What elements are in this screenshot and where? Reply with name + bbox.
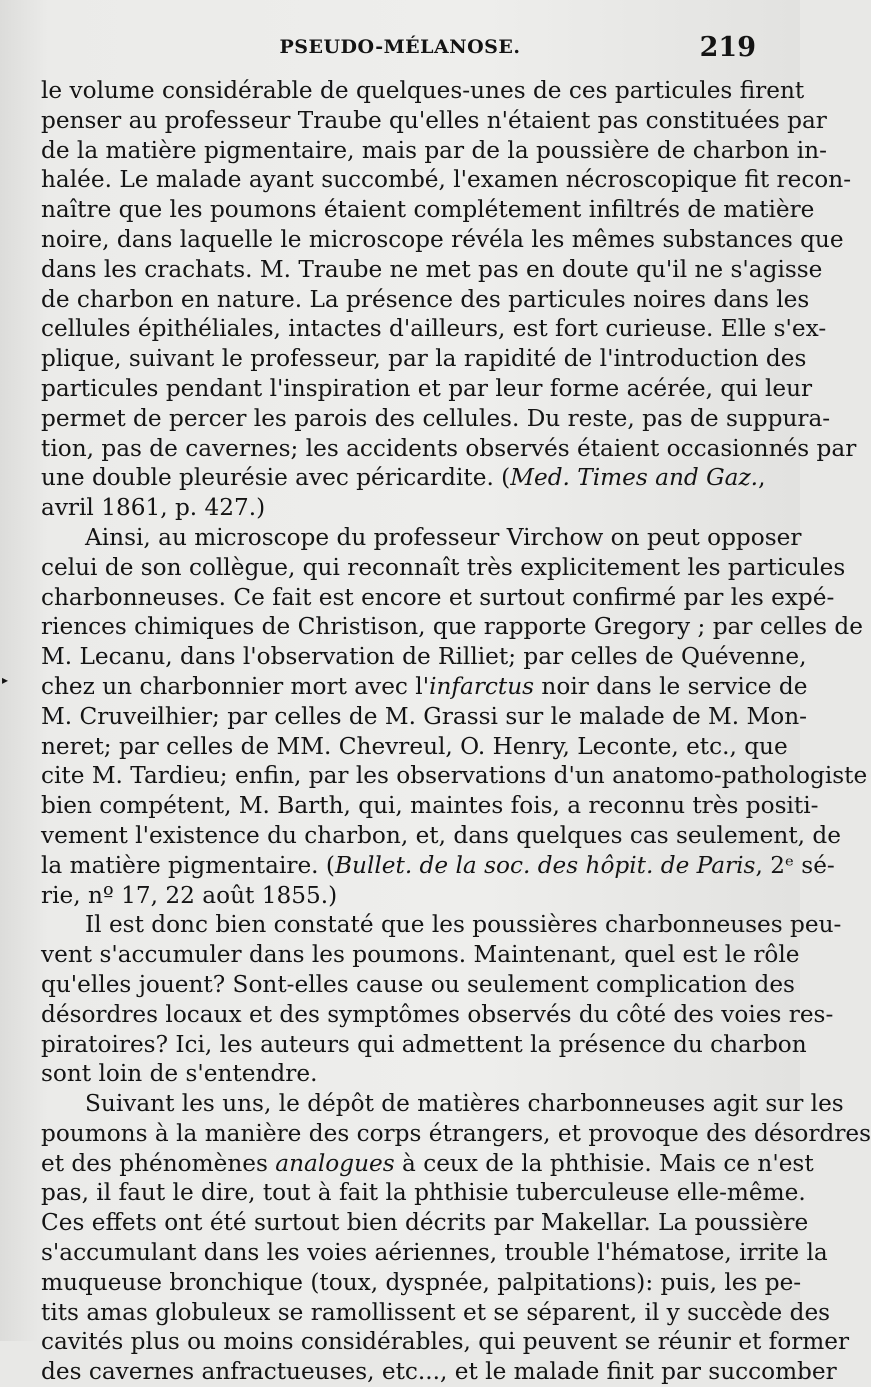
text-line xyxy=(41,851,835,881)
text-line: de la matière pigmentaire, mais par de la poussière de charbon in- xyxy=(41,136,827,164)
text-line: M. Cruveilhier; par celles de M. Grassi sur le malade de M. Mon- xyxy=(41,702,808,730)
text-run: , xyxy=(758,464,766,492)
text-line: Suivant les uns, le dépôt de matières charbonneuses agit sur les xyxy=(85,1090,844,1118)
text-line: dans les crachats. M. Traube ne met pas en doute qu'il ne s'agisse xyxy=(41,255,823,283)
margin-marker: ▸ xyxy=(2,673,9,687)
text-run: chez un charbonnier mort avec l' xyxy=(41,672,430,700)
italic-term: infarctus xyxy=(429,672,535,700)
running-header: PSEUDO-MÉLANOSE. xyxy=(279,36,521,58)
citation-title: Bullet. de la soc. des hôpit. de Paris xyxy=(334,851,756,879)
text-line: particules pendant l'inspiration et par leur forme acérée, qui leur xyxy=(41,374,813,402)
italic-term: analogues xyxy=(275,1149,395,1177)
text-run: , 2ᵉ sé- xyxy=(755,851,835,879)
text-line: qu'elles jouent? Sont-elles cause ou seulement complication des xyxy=(41,970,795,998)
text-line: sont loin de s'entendre. xyxy=(41,1060,318,1088)
text-line: piratoires? Ici, les auteurs qui admettent la présence du charbon xyxy=(41,1030,807,1058)
text-line: tion, pas de cavernes; les accidents observés étaient occasionnés par xyxy=(41,434,857,462)
text-line: avril 1861, p. 427.) xyxy=(41,494,266,522)
page-number: 219 xyxy=(699,32,756,63)
text-line: cellules épithéliales, intactes d'ailleurs, est fort curieuse. Elle s'ex- xyxy=(41,315,827,343)
text-line: neret; par celles de MM. Chevreul, O. Henry, Leconte, etc., que xyxy=(41,732,788,760)
text-line: cite M. Tardieu; enfin, par les observations d'un anatomo-pathologiste xyxy=(41,762,868,790)
text-line: permet de percer les parois des cellules. Du reste, pas de suppura- xyxy=(41,404,831,432)
text-line: M. Lecanu, dans l'observation de Rilliet; par celles de Quévenne, xyxy=(41,643,807,671)
text-line: plique, suivant le professeur, par la rapidité de l'introduction des xyxy=(41,345,807,373)
text-line: penser au professeur Traube qu'elles n'étaient pas constituées par xyxy=(41,106,827,134)
text-run: à ceux de la phthisie. Mais ce n'est xyxy=(394,1149,814,1177)
text-line: celui de son collègue, qui reconnaît très explicitement les particules xyxy=(41,553,846,581)
text-line: Ainsi, au microscope du professeur Virchow on peut opposer xyxy=(85,523,802,551)
text-line: cavités plus ou moins considérables, qui peuvent se réunir et former xyxy=(41,1328,850,1356)
text-line xyxy=(41,463,766,493)
text-line: Ces effets ont été surtout bien décrits par Makellar. La poussière xyxy=(41,1209,809,1237)
text-line: bien compétent, M. Barth, qui, maintes fois, a reconnu très positi- xyxy=(41,792,819,820)
citation-title: Med. Times and Gaz. xyxy=(510,464,759,492)
text-line: le volume considérable de quelques-unes de ces particules firent xyxy=(41,77,805,104)
text-run: une double pleurésie avec péricardite. ( xyxy=(41,464,511,492)
body-text xyxy=(41,76,871,1387)
text-line: vement l'existence du charbon, et, dans quelques cas seulement, de xyxy=(41,821,841,849)
text-run: noir dans le service de xyxy=(534,672,808,700)
text-run: la matière pigmentaire. ( xyxy=(41,851,335,879)
text-line: halée. Le malade ayant succombé, l'examen nécroscopique fit recon- xyxy=(41,166,852,194)
text-line: des cavernes anfractueuses, etc..., et le malade finit par succomber xyxy=(41,1358,837,1386)
text-line: s'accumulant dans les voies aériennes, trouble l'hématose, irrite la xyxy=(41,1239,828,1267)
text-line: vent s'accumuler dans les poumons. Maintenant, quel est le rôle xyxy=(41,941,800,969)
text-line: muqueuse bronchique (toux, dyspnée, palpitations): puis, les pe- xyxy=(41,1268,802,1296)
text-line: poumons à la manière des corps étrangers, et provoque des désordres xyxy=(41,1119,871,1147)
text-line: Il est donc bien constaté que les poussières charbonneuses peu- xyxy=(85,911,842,939)
text-line: de charbon en nature. La présence des particules noires dans les xyxy=(41,285,810,313)
text-line: naître que les poumons étaient complétement infiltrés de matière xyxy=(41,196,815,224)
text-run: et des phénomènes xyxy=(41,1149,276,1177)
text-line: rie, nº 17, 22 août 1855.) xyxy=(41,881,338,909)
text-line: pas, il faut le dire, tout à fait la phthisie tuberculeuse elle-même. xyxy=(41,1179,806,1207)
text-line xyxy=(41,1149,814,1179)
text-line: tits amas globuleux se ramollissent et se séparent, il y succède des xyxy=(41,1298,831,1326)
text-line: désordres locaux et des symptômes observés du côté des voies res- xyxy=(41,1000,834,1028)
text-line: riences chimiques de Christison, que rapporte Gregory ; par celles de xyxy=(41,613,863,641)
text-line xyxy=(41,672,808,702)
text-line: charbonneuses. Ce fait est encore et surtout confirmé par les expé- xyxy=(41,583,835,611)
text-line: noire, dans laquelle le microscope révéla les mêmes substances que xyxy=(41,225,844,253)
